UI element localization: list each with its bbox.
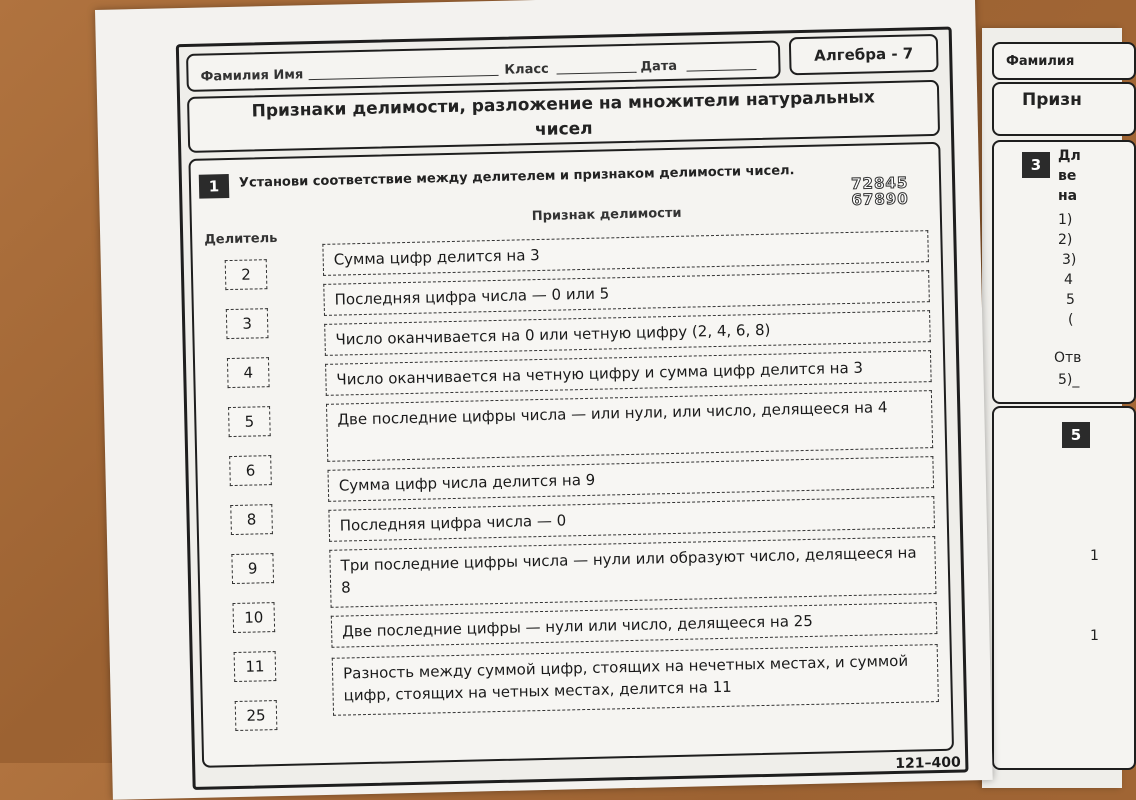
sign-box-2[interactable]: Последняя цифра числа — 0 или 5 [323,270,930,316]
right-item-2: 2) [1058,232,1073,248]
student-info-box [186,40,781,91]
task-1-box [188,142,954,768]
divisor-box-11[interactable]: 11 [234,651,277,682]
sign-box-5[interactable]: Две последние цифры числа — или нули, или число, делящееся на 4 [326,390,933,462]
right-task5-badge: 5 [1062,422,1090,448]
divisor-box-2[interactable]: 2 [225,259,268,290]
sign-column-header: Признак делимости [531,205,682,225]
right-task3-line3: на [1058,188,1078,204]
divisor-box-4[interactable]: 4 [227,357,270,388]
divisor-box-9[interactable]: 9 [231,553,274,584]
sign-box-3[interactable]: Число оканчивается на 0 или четную цифру (2, 4, 6, 8) [324,310,931,356]
class-label: Класс [504,61,549,78]
right-answer-item: 5)_ [1058,372,1080,388]
task-number-badge: 1 [199,174,230,199]
date-line[interactable] [687,69,757,72]
title-line-1: Признаки делимости, разложение на множители натуральных [251,87,876,122]
worksheet-title [187,80,940,153]
worksheet-page [95,0,993,800]
divisor-box-25[interactable]: 25 [235,700,278,731]
class-line[interactable] [557,72,637,75]
right-task3-line2: ве [1058,168,1077,184]
digits-line-1: 72845 [850,173,909,193]
divisor-column-header: Делитель [204,230,278,248]
right-item-3: 3) [1062,252,1077,268]
sign-box-6[interactable]: Сумма цифр числа делится на 9 [327,456,934,502]
sign-box-9[interactable]: Две последние цифры — нули или число, делящееся на 25 [331,602,938,648]
right-title-box [992,82,1136,136]
subject-badge: Алгебра - 7 [789,34,939,75]
right-title-fragment: Призн [1022,90,1082,110]
right-item-5: 5 [1066,292,1075,308]
digits-line-2: 67890 [851,189,909,209]
digits-stamp [851,175,909,208]
right-stray-2: 1 [1090,628,1099,644]
title-line-2: чисел [534,118,593,141]
task-instruction: Установи соответствие между делителем и признаком делимости чисел. [238,163,795,191]
right-item-6: ( [1068,312,1074,328]
divisor-box-6[interactable]: 6 [229,455,272,486]
page-number: 121–400 [895,754,961,773]
divisor-box-10[interactable]: 10 [232,602,275,633]
right-task5-box [992,406,1136,770]
right-task3-line1: Дл [1058,148,1081,164]
right-item-1: 1) [1058,212,1073,228]
sign-box-8[interactable]: Три последние цифры числа — нули или образуют число, делящееся на 8 [329,536,936,608]
right-name-label: Фамилия [1006,54,1075,69]
right-task-box [992,140,1136,404]
sign-box-10[interactable]: Разность между суммой цифр, стоящих на нечетных местах, и суммой цифр, стоящих на четных местах, делится на 11 [332,644,939,716]
name-label: Фамилия Имя [200,67,304,85]
right-item-4: 4 [1064,272,1073,288]
divisor-box-5[interactable]: 5 [228,406,271,437]
divisor-box-3[interactable]: 3 [226,308,269,339]
right-header-box [992,42,1136,80]
adjacent-sheet [982,28,1122,788]
sign-box-4[interactable]: Число оканчивается на четную цифру и сумма цифр делится на 3 [325,350,932,396]
sign-box-1[interactable]: Сумма цифр делится на 3 [322,230,929,276]
divisor-box-8[interactable]: 8 [230,504,273,535]
sign-box-7[interactable]: Последняя цифра числа — 0 [328,496,935,542]
right-answer-label: Отв [1054,350,1082,366]
worksheet-frame [176,27,969,790]
name-line[interactable] [309,75,499,80]
right-stray-1: 1 [1090,548,1099,564]
right-task3-badge: 3 [1022,152,1050,178]
date-label: Дата [640,58,678,75]
